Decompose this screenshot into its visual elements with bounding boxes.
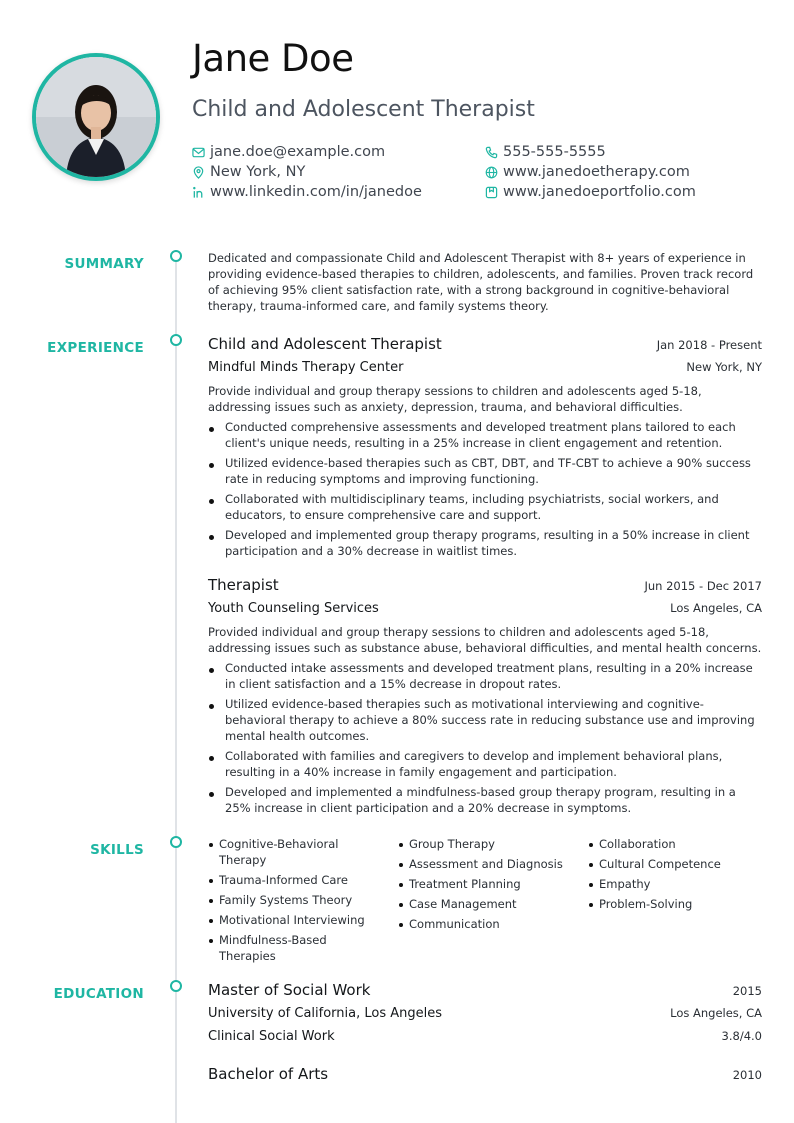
skill-item: Group Therapy	[398, 836, 573, 852]
timeline-line	[175, 256, 177, 1123]
contact-portfolio[interactable]	[485, 182, 696, 202]
job-1-location: New York, NY	[686, 360, 762, 374]
job-1-subheader	[208, 360, 762, 375]
skill-item: Communication	[398, 916, 573, 932]
skill-item: Cultural Competence	[588, 856, 763, 872]
job-1-company: Mindful Minds Therapy Center	[208, 360, 404, 375]
skill-item: Assessment and Diagnosis	[398, 856, 573, 872]
education-heading: EDUCATION	[53, 986, 144, 1002]
skill-item: Collaboration	[588, 836, 763, 852]
job-1-header	[208, 335, 762, 353]
mail-icon	[192, 146, 205, 159]
skill-item: Motivational Interviewing	[208, 912, 373, 928]
contact-website[interactable]	[485, 162, 690, 182]
list-item: Developed and implemented a mindfulness-based group therapy program, resulting in a 25% increase in client participation and a 20% decrease in symptoms.	[208, 784, 764, 816]
phone-text: 555-555-5555	[503, 144, 606, 160]
portrait-image	[36, 57, 156, 177]
job-2-bullets	[208, 660, 764, 820]
education-1-header	[208, 981, 762, 999]
education-1-field: Clinical Social Work	[208, 1029, 335, 1044]
website-text: www.janedoetherapy.com	[503, 164, 690, 180]
education-1-year: 2015	[732, 984, 762, 998]
location-pin-icon	[192, 166, 205, 179]
phone-icon	[485, 146, 498, 159]
education-2-degree: Bachelor of Arts	[208, 1065, 329, 1083]
skill-item: Trauma-Informed Care	[208, 872, 373, 888]
education-1-gpa: 3.8/4.0	[721, 1029, 762, 1043]
education-1-degree: Master of Social Work	[208, 981, 371, 999]
contact-email[interactable]	[192, 142, 385, 162]
list-item: Utilized evidence-based therapies such as CBT, DBT, and TF-CBT to achieve a 90% success rate in reducing symptoms and improving functioning.	[208, 455, 764, 487]
education-1-location: Los Angeles, CA	[670, 1006, 762, 1020]
skill-item: Empathy	[588, 876, 763, 892]
list-item: Conducted intake assessments and developed treatment plans, resulting in a 20% increase in client satisfaction and a 15% decrease in dropout rates.	[208, 660, 764, 692]
contact-location	[192, 162, 305, 182]
linkedin-icon	[192, 186, 205, 199]
profile-photo	[32, 53, 160, 181]
contact-phone[interactable]	[485, 142, 606, 162]
list-item: Conducted comprehensive assessments and developed treatment plans tailored to each client's unique needs, resulting in a 25% increase in client engagement and retention.	[208, 419, 764, 451]
portfolio-text: www.janedoeportfolio.com	[503, 184, 696, 200]
job-2-dates: Jun 2015 - Dec 2017	[644, 579, 762, 593]
email-text: jane.doe@example.com	[210, 144, 386, 160]
summary-marker	[170, 250, 182, 262]
list-item: Collaborated with multidisciplinary teams, including psychiatrists, social workers, and educators, to ensure comprehensive care and support.	[208, 491, 764, 523]
skill-item: Mindfulness-Based Therapies	[208, 932, 373, 964]
job-2-subheader	[208, 601, 762, 616]
location-text: New York, NY	[210, 164, 306, 180]
skills-heading: SKILLS	[90, 842, 144, 858]
experience-marker	[170, 334, 182, 346]
contact-linkedin[interactable]	[192, 182, 422, 202]
education-marker	[170, 980, 182, 992]
job-2-description: Provided individual and group therapy sessions to children and adolescents aged 5-18, addressing issues such as substance abuse, behavioral difficulties, and mental health concerns.	[208, 625, 762, 655]
education-1-school-row	[208, 1006, 762, 1021]
linkedin-text: www.linkedin.com/in/janedoe	[210, 184, 422, 200]
summary-text: Dedicated and compassionate Child and Adolescent Therapist with 8+ years of experience in providing evidence-based therapies to children, adolescents, and families. Proven track record of achieving 95% client satisfaction rate, with a strong background in cognitive-behavioral therapy, trauma-informed care, and family systems theory.	[208, 251, 754, 313]
job-2-role: Therapist	[208, 576, 279, 594]
list-item: Collaborated with families and caregivers to develop and implement behavioral plans, resulting in a 40% increase in family engagement and participation.	[208, 748, 764, 780]
skills-column-3	[588, 836, 763, 916]
education-1-school: University of California, Los Angeles	[208, 1006, 443, 1021]
job-2-company: Youth Counseling Services	[208, 601, 379, 616]
education-2-year: 2010	[732, 1068, 762, 1082]
skills-column-2	[398, 836, 573, 936]
skill-item: Family Systems Theory	[208, 892, 373, 908]
education-2-header	[208, 1065, 762, 1083]
skills-marker	[170, 836, 182, 848]
portfolio-icon	[485, 186, 498, 199]
list-item: Utilized evidence-based therapies such as motivational interviewing and cognitive-behavioral therapy to achieve a 80% success rate in reducing substance use and improving mental health outcomes.	[208, 696, 764, 744]
job-1-description: Provide individual and group therapy sessions to children and adolescents aged 5-18, addressing issues such as anxiety, depression, trauma, and behavioral difficulties.	[208, 384, 702, 414]
job-2-location: Los Angeles, CA	[670, 601, 762, 615]
skill-item: Cognitive-Behavioral Therapy	[208, 836, 373, 868]
experience-heading: EXPERIENCE	[47, 340, 144, 356]
list-item: Developed and implemented group therapy programs, resulting in a 50% increase in client participation and a 30% decrease in waitlist times.	[208, 527, 764, 559]
job-1-dates: Jan 2018 - Present	[656, 338, 762, 352]
summary-heading: SUMMARY	[64, 256, 144, 272]
job-2-header	[208, 576, 762, 594]
job-1-role: Child and Adolescent Therapist	[208, 335, 442, 353]
job-title: Child and Adolescent Therapist	[192, 97, 535, 122]
skill-item: Treatment Planning	[398, 876, 573, 892]
skills-column-1	[208, 836, 373, 968]
job-1-bullets	[208, 419, 764, 563]
globe-icon	[485, 166, 498, 179]
candidate-name: Jane Doe	[192, 37, 354, 80]
skill-item: Case Management	[398, 896, 573, 912]
skill-item: Problem-Solving	[588, 896, 763, 912]
education-1-field-row	[208, 1029, 762, 1044]
